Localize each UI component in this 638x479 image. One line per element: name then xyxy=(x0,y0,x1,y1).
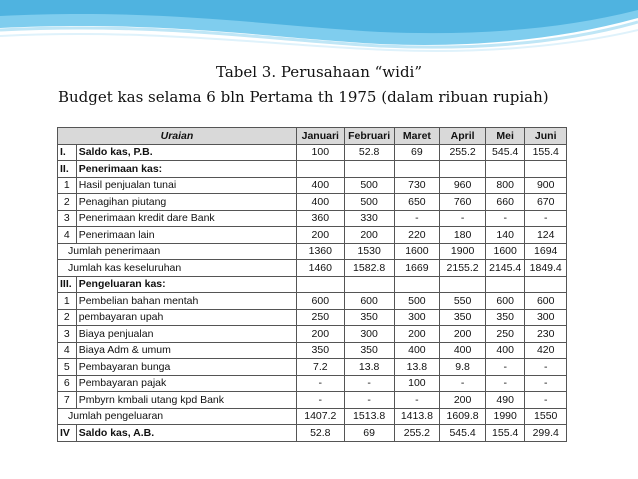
row-value-cell: - xyxy=(440,210,486,227)
row-value-cell: 250 xyxy=(485,326,524,343)
header-maret: Maret xyxy=(394,128,440,145)
row-value-cell xyxy=(440,276,486,293)
table-subtitle: Budget kas selama 6 bln Pertama th 1975 (dalam ribuan rupiah) xyxy=(58,88,549,106)
row-value-cell: 500 xyxy=(344,194,394,211)
row-label: Pembayaran bunga xyxy=(76,359,296,376)
row-label: Biaya Adm & umum xyxy=(76,342,296,359)
row-total-label: Jumlah kas keseluruhan xyxy=(58,260,297,277)
row-value-cell: 1900 xyxy=(440,243,486,260)
row-value-cell: 13.8 xyxy=(394,359,440,376)
row-item-number: 4 xyxy=(58,227,77,244)
row-value-cell: 200 xyxy=(440,326,486,343)
row-value-cell: 490 xyxy=(485,392,524,409)
row-value-cell xyxy=(485,161,524,178)
row-value-cell: 1609.8 xyxy=(440,408,486,425)
table-row xyxy=(58,276,567,293)
row-value-cell: 800 xyxy=(485,177,524,194)
header-januari: Januari xyxy=(296,128,344,145)
row-label: Biaya penjualan xyxy=(76,326,296,343)
row-value-cell: 155.4 xyxy=(485,425,524,442)
row-value-cell: 200 xyxy=(296,326,344,343)
row-value-cell: 350 xyxy=(344,342,394,359)
row-item-number: 5 xyxy=(58,359,77,376)
row-value-cell: 360 xyxy=(296,210,344,227)
row-value-cell: 52.8 xyxy=(296,425,344,442)
row-value-cell: 140 xyxy=(485,227,524,244)
row-label: Penerimaan kas: xyxy=(76,161,296,178)
row-value-cell: 730 xyxy=(394,177,440,194)
row-value-cell: - xyxy=(525,392,567,409)
row-value-cell: - xyxy=(525,210,567,227)
row-value-cell: 400 xyxy=(296,177,344,194)
row-value-cell: 255.2 xyxy=(440,144,486,161)
table-row xyxy=(58,293,567,310)
header-juni: Juni xyxy=(525,128,567,145)
row-value-cell: 1990 xyxy=(485,408,524,425)
table-row xyxy=(58,309,567,326)
row-value-cell: 350 xyxy=(485,309,524,326)
row-value-cell: 13.8 xyxy=(344,359,394,376)
table-row xyxy=(58,375,567,392)
row-value-cell: 300 xyxy=(525,309,567,326)
row-item-number: 2 xyxy=(58,309,77,326)
row-value-cell: 1407.2 xyxy=(296,408,344,425)
row-value-cell xyxy=(296,276,344,293)
row-value-cell xyxy=(296,161,344,178)
table-row xyxy=(58,161,567,178)
header-april: April xyxy=(440,128,486,145)
row-value-cell xyxy=(394,161,440,178)
row-value-cell: - xyxy=(440,375,486,392)
row-value-cell: - xyxy=(394,392,440,409)
row-value-cell: 155.4 xyxy=(525,144,567,161)
row-value-cell: 500 xyxy=(394,293,440,310)
row-item-number: 7 xyxy=(58,392,77,409)
row-value-cell: 250 xyxy=(296,309,344,326)
row-value-cell: 9.8 xyxy=(440,359,486,376)
row-value-cell: 1849.4 xyxy=(525,260,567,277)
row-value-cell: 960 xyxy=(440,177,486,194)
budget-table xyxy=(57,127,567,442)
row-section-number: III. xyxy=(58,276,77,293)
row-section-number: I. xyxy=(58,144,77,161)
row-value-cell: 1413.8 xyxy=(394,408,440,425)
row-value-cell: 200 xyxy=(296,227,344,244)
row-value-cell: 255.2 xyxy=(394,425,440,442)
row-value-cell: 550 xyxy=(440,293,486,310)
row-value-cell: 420 xyxy=(525,342,567,359)
row-label: Penagihan piutang xyxy=(76,194,296,211)
row-value-cell: - xyxy=(525,359,567,376)
row-value-cell: - xyxy=(485,359,524,376)
row-value-cell: - xyxy=(344,375,394,392)
row-value-cell: 180 xyxy=(440,227,486,244)
table-row xyxy=(58,210,567,227)
row-value-cell: 69 xyxy=(394,144,440,161)
row-value-cell: 900 xyxy=(525,177,567,194)
row-value-cell: 200 xyxy=(344,227,394,244)
row-value-cell xyxy=(440,161,486,178)
row-value-cell: - xyxy=(394,210,440,227)
row-label: Pembelian bahan mentah xyxy=(76,293,296,310)
row-label: Penerimaan kredit dare Bank xyxy=(76,210,296,227)
row-value-cell xyxy=(394,276,440,293)
row-label: Penerimaan lain xyxy=(76,227,296,244)
row-value-cell: 350 xyxy=(344,309,394,326)
row-section-number: II. xyxy=(58,161,77,178)
row-total-label: Jumlah pengeluaran xyxy=(58,408,297,425)
row-label: Pengeluaran kas: xyxy=(76,276,296,293)
row-value-cell: 300 xyxy=(344,326,394,343)
table-row xyxy=(58,342,567,359)
row-value-cell: 1513.8 xyxy=(344,408,394,425)
row-value-cell: 100 xyxy=(394,375,440,392)
row-value-cell: 400 xyxy=(440,342,486,359)
row-value-cell: - xyxy=(485,210,524,227)
row-value-cell: 2145.4 xyxy=(485,260,524,277)
row-value-cell: 1460 xyxy=(296,260,344,277)
row-value-cell xyxy=(485,276,524,293)
row-value-cell xyxy=(344,161,394,178)
row-label: Saldo kas, A.B. xyxy=(76,425,296,442)
row-value-cell xyxy=(525,161,567,178)
row-value-cell: 200 xyxy=(394,326,440,343)
row-value-cell: 600 xyxy=(344,293,394,310)
row-value-cell: 1669 xyxy=(394,260,440,277)
row-value-cell: 100 xyxy=(296,144,344,161)
row-item-number: 1 xyxy=(58,293,77,310)
row-value-cell: 600 xyxy=(525,293,567,310)
row-item-number: 1 xyxy=(58,177,77,194)
row-value-cell: 760 xyxy=(440,194,486,211)
table-body xyxy=(58,144,567,441)
table-row xyxy=(58,359,567,376)
row-value-cell: 660 xyxy=(485,194,524,211)
row-label: Pembayaran pajak xyxy=(76,375,296,392)
row-value-cell: 52.8 xyxy=(344,144,394,161)
row-label: Hasil penjualan tunai xyxy=(76,177,296,194)
table-row xyxy=(58,194,567,211)
table-row xyxy=(58,260,567,277)
row-item-number: 3 xyxy=(58,326,77,343)
row-label: Saldo kas, P.B. xyxy=(76,144,296,161)
row-section-number: IV xyxy=(58,425,77,442)
row-value-cell: 1360 xyxy=(296,243,344,260)
row-value-cell: 1582.8 xyxy=(344,260,394,277)
row-label: Pmbyrn kmbali utang kpd Bank xyxy=(76,392,296,409)
row-value-cell: 330 xyxy=(344,210,394,227)
row-value-cell: 1550 xyxy=(525,408,567,425)
row-value-cell: 350 xyxy=(296,342,344,359)
row-value-cell: 600 xyxy=(296,293,344,310)
row-value-cell: 545.4 xyxy=(440,425,486,442)
row-value-cell: 299.4 xyxy=(525,425,567,442)
row-value-cell: 650 xyxy=(394,194,440,211)
row-value-cell: 500 xyxy=(344,177,394,194)
table-row xyxy=(58,144,567,161)
table-row xyxy=(58,326,567,343)
table-title: Tabel 3. Perusahaan “widi” xyxy=(215,63,423,81)
table-row xyxy=(58,227,567,244)
row-value-cell: - xyxy=(344,392,394,409)
row-value-cell: 670 xyxy=(525,194,567,211)
row-value-cell: 220 xyxy=(394,227,440,244)
row-value-cell: 400 xyxy=(394,342,440,359)
table-header-row xyxy=(58,128,567,145)
row-value-cell: 2155.2 xyxy=(440,260,486,277)
header-mei: Mei xyxy=(485,128,524,145)
row-value-cell xyxy=(344,276,394,293)
row-item-number: 2 xyxy=(58,194,77,211)
table-row xyxy=(58,177,567,194)
row-value-cell: 1600 xyxy=(485,243,524,260)
row-value-cell: 230 xyxy=(525,326,567,343)
row-value-cell: - xyxy=(525,375,567,392)
table-row xyxy=(58,392,567,409)
row-value-cell xyxy=(525,276,567,293)
row-value-cell: - xyxy=(485,375,524,392)
row-item-number: 3 xyxy=(58,210,77,227)
row-value-cell: 545.4 xyxy=(485,144,524,161)
row-value-cell: - xyxy=(296,392,344,409)
row-item-number: 4 xyxy=(58,342,77,359)
row-value-cell: 124 xyxy=(525,227,567,244)
row-value-cell: - xyxy=(296,375,344,392)
row-total-label: Jumlah penerimaan xyxy=(58,243,297,260)
row-value-cell: 7.2 xyxy=(296,359,344,376)
header-februari: Februari xyxy=(344,128,394,145)
header-uraian: Uraian xyxy=(58,128,297,145)
row-value-cell: 200 xyxy=(440,392,486,409)
table-row xyxy=(58,243,567,260)
row-label: pembayaran upah xyxy=(76,309,296,326)
row-value-cell: 1600 xyxy=(394,243,440,260)
row-value-cell: 400 xyxy=(296,194,344,211)
row-value-cell: 400 xyxy=(485,342,524,359)
row-value-cell: 69 xyxy=(344,425,394,442)
table-row xyxy=(58,425,567,442)
header-wave-decoration xyxy=(0,0,638,60)
row-value-cell: 1694 xyxy=(525,243,567,260)
row-value-cell: 300 xyxy=(394,309,440,326)
row-value-cell: 600 xyxy=(485,293,524,310)
row-item-number: 6 xyxy=(58,375,77,392)
row-value-cell: 350 xyxy=(440,309,486,326)
row-value-cell: 1530 xyxy=(344,243,394,260)
table-row xyxy=(58,408,567,425)
